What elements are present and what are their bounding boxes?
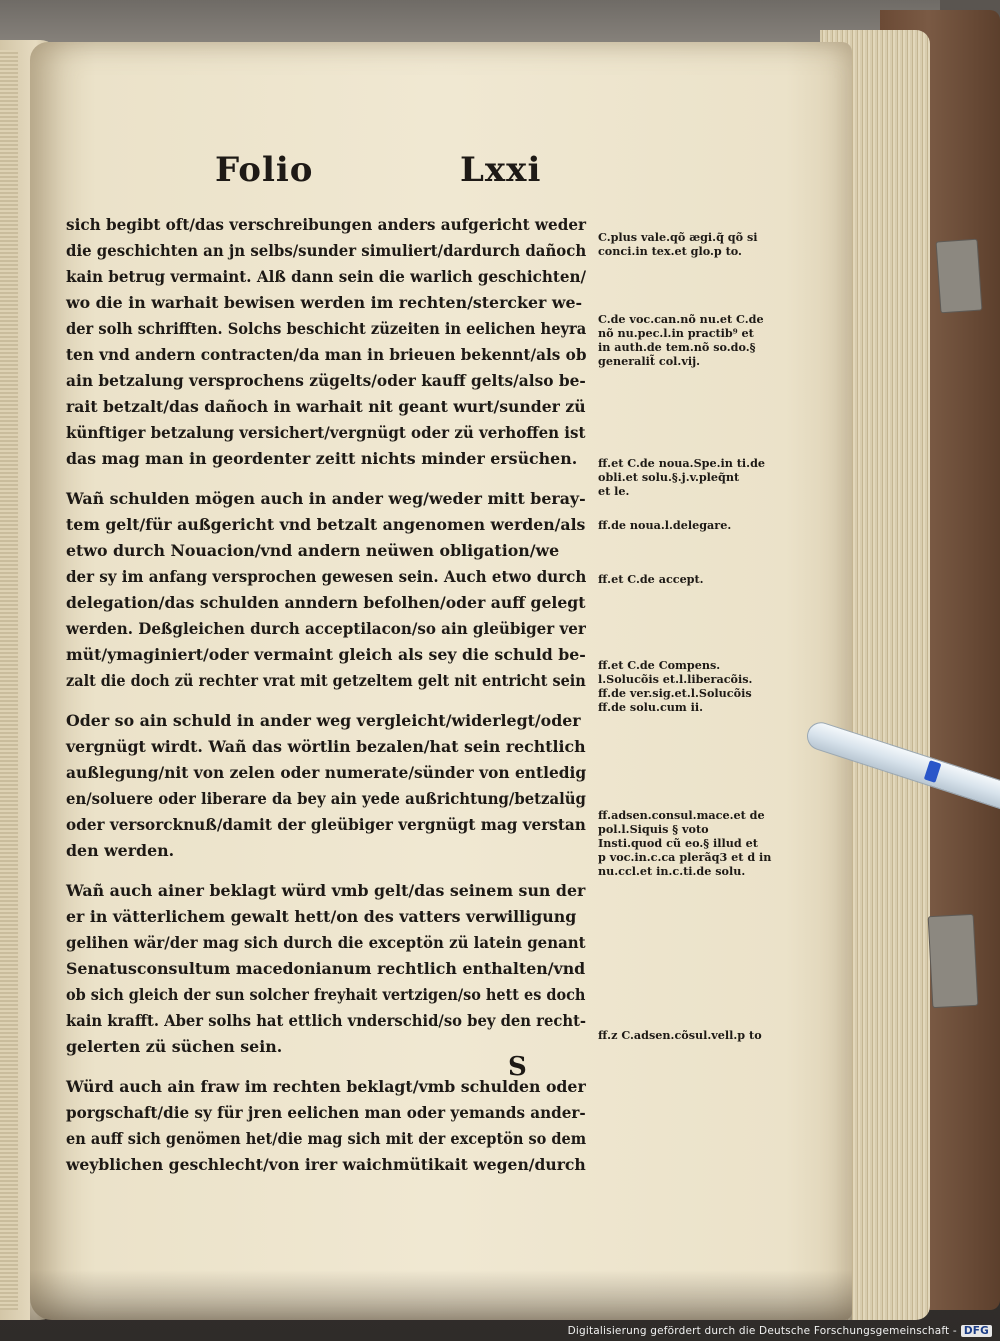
margin-note bbox=[598, 312, 773, 368]
margin-note-line: ff.et C.de noua.Spe.in ti.de bbox=[598, 456, 766, 470]
margin-note-line: C.plus vale.qõ ægi.q̃ qõ si bbox=[598, 230, 758, 244]
page-tab-lower bbox=[928, 914, 979, 1008]
margin-note-line: et le. bbox=[598, 484, 630, 498]
margin-note-line: pol.l.Siquis § voto bbox=[598, 822, 709, 836]
text-line: müt/ymaginiert/oder vermaint gleich als sey die schuld be- bbox=[66, 645, 586, 664]
margin-note-line: ff.et C.de accept. bbox=[598, 572, 704, 586]
text-line: porgschaft/die sy für jren eelichen man oder yemands ander- bbox=[66, 1103, 586, 1122]
text-line: Senatusconsultum macedonianum rechtlich enthalten/vnd bbox=[66, 959, 586, 978]
margin-note-line: ff.de ver.sig.et.l.Solucõis bbox=[598, 686, 752, 700]
left-page-stack bbox=[0, 50, 18, 1310]
margin-note bbox=[598, 230, 773, 258]
paragraph bbox=[66, 878, 586, 1060]
footer-credit bbox=[568, 1325, 992, 1337]
text-line: werden. Deßgleichen durch acceptilacon/so ain gleübiger ver bbox=[66, 619, 586, 638]
paragraph bbox=[66, 708, 586, 864]
margin-note-line: ff.de noua.l.delegare. bbox=[598, 518, 732, 532]
text-line: der sy im anfang versprochen gewesen sein. Auch etwo durch bbox=[66, 567, 587, 586]
text-line: delegation/das schulden anndern befolhen/oder auff gelegt bbox=[66, 593, 586, 612]
margin-note bbox=[598, 1028, 773, 1042]
paragraph bbox=[66, 1074, 586, 1178]
text-line: tem gelt/für außgericht vnd betzalt angenomen werden/als bbox=[66, 515, 586, 534]
main-text-column bbox=[66, 212, 586, 1192]
margin-note-line: C.de voc.can.nõ nu.et C.de bbox=[598, 312, 764, 326]
margin-note-line: conci.in tex.et glo.p to. bbox=[598, 244, 742, 258]
text-line: wo die in warhait bewisen werden im rechten/stercker we- bbox=[66, 293, 583, 312]
text-line: er in vätterlichem gewalt hett/on des vatters verwilligung bbox=[66, 907, 577, 926]
margin-note-line: ff.adsen.consul.mace.et de bbox=[598, 808, 765, 822]
margin-note-line: ff.de solu.cum ii. bbox=[598, 700, 704, 714]
margin-note-line: obli.et solu.§.j.v.pleq̃nt bbox=[598, 470, 740, 484]
text-line: gelihen wär/der mag sich durch die exceptön zü latein genant bbox=[66, 933, 586, 952]
page-tab-upper bbox=[936, 239, 983, 314]
margin-note-line: nu.ccl.et in.c.ti.de solu. bbox=[598, 864, 746, 878]
text-line: Wañ schulden mögen auch in ander weg/weder mitt beray- bbox=[66, 489, 586, 508]
text-line: außlegung/nit von zelen oder numerate/sünder von entledig bbox=[66, 763, 587, 782]
dfg-logo: DFG bbox=[961, 1325, 992, 1337]
margin-note-line: generalit̃ col.vij. bbox=[598, 354, 701, 368]
margin-note bbox=[598, 658, 773, 714]
catchword: S bbox=[508, 1052, 527, 1082]
text-line: ain betzalung versprochens zügelts/oder kauff gelts/also be- bbox=[66, 371, 586, 390]
margin-note-line: ff.et C.de Compens. bbox=[598, 658, 721, 672]
folio-label: Folio bbox=[215, 150, 314, 190]
margin-note-line: p voc.in.c.ca plerãq3 et d in bbox=[598, 850, 772, 864]
margin-note-line: Insti.quod cũ eo.§ illud et bbox=[598, 836, 758, 850]
text-line: kain krafft. Aber solhs hat ettlich vnderschid/so bey den recht- bbox=[66, 1011, 587, 1030]
text-line: oder versorcknuß/damit der gleübiger vergnügt mag verstan bbox=[66, 815, 586, 834]
text-line: die geschichten an jn selbs/sunder simuliert/dardurch dañoch bbox=[66, 241, 587, 260]
text-line: zalt die doch zü rechter vrat mit getzeltem gelt nit entricht sein bbox=[66, 671, 586, 690]
text-line: vergnügt wirdt. Wañ das wörtlin bezalen/hat sein rechtlich bbox=[66, 737, 586, 756]
text-line: Würd auch ain fraw im rechten beklagt/vmb schulden oder bbox=[66, 1077, 586, 1096]
text-line: en/soluere oder liberare da bey ain yede außrichtung/betzalüg bbox=[66, 789, 586, 808]
margin-note-line: nõ nu.pec.l.in practib⁹ et bbox=[598, 326, 754, 340]
margin-note bbox=[598, 572, 773, 586]
margin-note bbox=[598, 456, 773, 498]
text-line: den werden. bbox=[66, 841, 175, 860]
text-line: sich begibt oft/das verschreibungen anders aufgericht weder bbox=[66, 215, 587, 234]
text-line: gelerten zü süchen sein. bbox=[66, 1037, 283, 1056]
text-line: kain betrug vermaint. Alß dann sein die warlich geschichten/ bbox=[66, 267, 586, 286]
page-shadow bbox=[30, 1270, 852, 1320]
folio-number: Lxxi bbox=[460, 150, 542, 190]
text-line: ob sich gleich der sun solcher freyhait vertzigen/so hett es doch bbox=[66, 985, 586, 1004]
text-line: en auff sich genömen het/die mag sich mit der exceptön so dem bbox=[66, 1129, 587, 1148]
footer-credit-text: Digitalisierung gefördert durch die Deutsche Forschungsgemeinschaft - bbox=[567, 1325, 957, 1337]
margin-note bbox=[598, 808, 773, 878]
text-line: der solh schrifften. Solchs beschicht züzeiten in eelichen heyra bbox=[66, 319, 587, 338]
text-line: Wañ auch ainer beklagt würd vmb gelt/das seinem sun der bbox=[66, 881, 586, 900]
margin-note bbox=[598, 518, 773, 532]
text-line: künftiger betzalung versichert/vergnügt oder zü verhoffen ist bbox=[66, 423, 586, 442]
margin-note-line: l.Solucõis et.l.liberacõis. bbox=[598, 672, 753, 686]
paragraph bbox=[66, 486, 586, 694]
text-line: etwo durch Nouacion/vnd andern neüwen obligation/we bbox=[66, 541, 560, 560]
margin-note-line: ff.z C.adsen.cõsul.vell.p to bbox=[598, 1028, 762, 1042]
text-line: ten vnd andern contracten/da man in brieuen bekennt/als ob bbox=[66, 345, 587, 364]
paragraph bbox=[66, 212, 586, 472]
text-line: rait betzalt/das dañoch in warhait nit geant wurt/sunder zü bbox=[66, 397, 586, 416]
text-line: das mag man in geordenter zeitt nichts minder ersüchen. bbox=[66, 449, 578, 468]
margin-note-line: in auth.de tem.nõ so.do.§ bbox=[598, 340, 756, 354]
text-line: weyblichen geschlecht/von irer waichmütikait wegen/durch bbox=[66, 1155, 586, 1174]
text-line: Oder so ain schuld in ander weg vergleicht/widerlegt/oder bbox=[66, 711, 581, 730]
